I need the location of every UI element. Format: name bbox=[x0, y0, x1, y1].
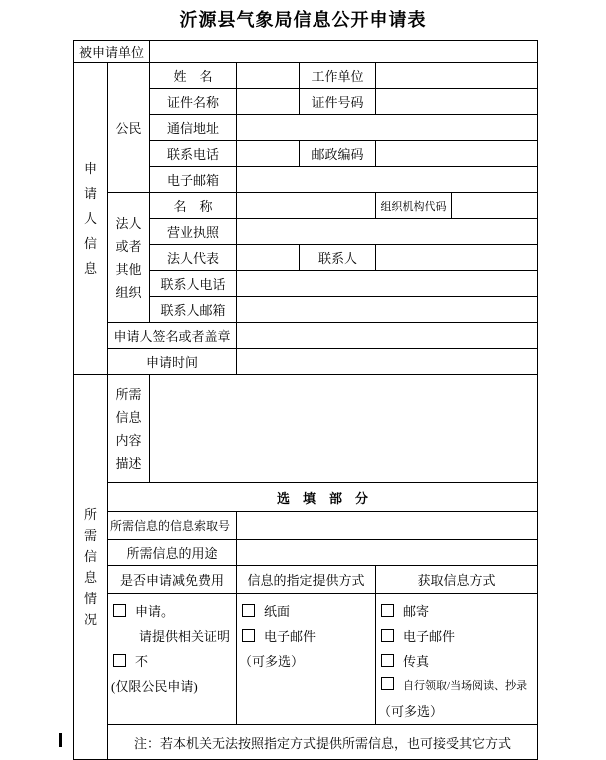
delivery-method-header: 信息的指定提供方式 bbox=[237, 566, 376, 594]
option-paper bbox=[242, 599, 373, 624]
table-row bbox=[74, 193, 538, 219]
description-input[interactable] bbox=[150, 375, 538, 483]
fee-waiver-header: 是否申请减免费用 bbox=[108, 566, 237, 594]
license-label: 营业执照 bbox=[150, 219, 237, 245]
option-label: 自行领取/当场阅读、抄录 bbox=[403, 680, 528, 692]
table-row bbox=[74, 349, 538, 375]
index-number-input[interactable] bbox=[237, 512, 538, 540]
option-label: 不 bbox=[135, 654, 149, 669]
option-apply-note: 请提供相关证明 bbox=[139, 629, 231, 644]
name-input[interactable] bbox=[237, 63, 300, 89]
checkbox-icon[interactable] bbox=[113, 604, 126, 617]
option-label: 纸面 bbox=[264, 604, 291, 619]
requested-unit-input[interactable] bbox=[150, 41, 538, 63]
citizen-group-text: 公民 bbox=[115, 121, 142, 136]
info-section-label bbox=[74, 375, 108, 760]
apply-date-label: 申请时间 bbox=[108, 349, 237, 375]
address-label: 通信地址 bbox=[150, 115, 237, 141]
org-name-label: 名 称 bbox=[150, 193, 237, 219]
fee-waiver-restriction-note: (仅限公民申请) bbox=[111, 679, 198, 694]
requested-unit-label: 被申请单位 bbox=[74, 41, 150, 63]
description-label-text: 所需信息内容描述 bbox=[115, 386, 142, 471]
option-label: 传真 bbox=[403, 654, 430, 669]
option-label: 电子邮件 bbox=[264, 629, 317, 644]
legal-rep-label: 法人代表 bbox=[150, 245, 237, 271]
option-self-pickup bbox=[381, 674, 535, 699]
postcode-label: 邮政编码 bbox=[300, 141, 376, 167]
email-label: 电子邮箱 bbox=[150, 167, 237, 193]
table-row bbox=[74, 63, 538, 89]
table-row bbox=[74, 512, 538, 540]
contact-phone-label: 联系人电话 bbox=[150, 271, 237, 297]
license-input[interactable] bbox=[237, 219, 538, 245]
description-label bbox=[108, 375, 150, 483]
fee-waiver-options bbox=[108, 594, 237, 725]
obtain-multi-select-note: （可多选） bbox=[378, 704, 444, 719]
optional-part-header: 选 填 部 分 bbox=[108, 483, 538, 512]
organization-group-label bbox=[108, 193, 150, 323]
checkbox-icon[interactable] bbox=[381, 629, 394, 642]
table-row bbox=[74, 375, 538, 483]
table-row bbox=[74, 323, 538, 349]
checkbox-icon[interactable] bbox=[381, 677, 394, 690]
postcode-input[interactable] bbox=[376, 141, 538, 167]
obtain-method-options bbox=[376, 594, 538, 725]
phone-input[interactable] bbox=[237, 141, 300, 167]
info-section-vertical-text: 所需信息情况 bbox=[83, 507, 97, 627]
cert-number-label: 证件号码 bbox=[300, 89, 376, 115]
footer-note: 注：若本机关无法按照指定方式提供所需信息，也可接受其它方式 bbox=[108, 725, 538, 760]
contact-email-label: 联系人邮箱 bbox=[150, 297, 237, 323]
table-row bbox=[74, 483, 538, 512]
table-row bbox=[74, 594, 538, 725]
cert-name-label: 证件名称 bbox=[150, 89, 237, 115]
option-fax bbox=[381, 649, 535, 674]
delivery-method-options bbox=[237, 594, 376, 725]
checkbox-icon[interactable] bbox=[242, 604, 255, 617]
org-code-input[interactable] bbox=[452, 193, 538, 219]
delivery-multi-select-note: （可多选） bbox=[239, 654, 305, 669]
legal-rep-input[interactable] bbox=[237, 245, 300, 271]
apply-date-input[interactable] bbox=[237, 349, 538, 375]
work-unit-input[interactable] bbox=[376, 63, 538, 89]
contact-input[interactable] bbox=[376, 245, 538, 271]
table-row bbox=[74, 540, 538, 566]
organization-group-text: 法人或者其他组织 bbox=[115, 215, 142, 300]
name-label: 姓 名 bbox=[150, 63, 237, 89]
cert-number-input[interactable] bbox=[376, 89, 538, 115]
text-cursor bbox=[59, 733, 62, 747]
option-apply bbox=[113, 599, 234, 624]
contact-label: 联系人 bbox=[300, 245, 376, 271]
contact-email-input[interactable] bbox=[237, 297, 538, 323]
option-email-obtain bbox=[381, 624, 535, 649]
checkbox-icon[interactable] bbox=[242, 629, 255, 642]
signature-label: 申请人签名或者盖章 bbox=[108, 323, 237, 349]
work-unit-label: 工作单位 bbox=[300, 63, 376, 89]
option-label: 申请。 bbox=[135, 604, 175, 619]
org-name-input[interactable] bbox=[237, 193, 376, 219]
address-input[interactable] bbox=[237, 115, 538, 141]
purpose-label: 所需信息的用途 bbox=[108, 540, 237, 566]
table-row bbox=[74, 566, 538, 594]
applicant-section-vertical-text: 申请人信息 bbox=[83, 161, 97, 276]
purpose-input[interactable] bbox=[237, 540, 538, 566]
obtain-method-header: 获取信息方式 bbox=[376, 566, 538, 594]
checkbox-icon[interactable] bbox=[381, 654, 394, 667]
application-form-table bbox=[73, 40, 538, 760]
option-no bbox=[113, 649, 234, 674]
contact-phone-input[interactable] bbox=[237, 271, 538, 297]
checkbox-icon[interactable] bbox=[113, 654, 126, 667]
email-input[interactable] bbox=[237, 167, 538, 193]
signature-input[interactable] bbox=[237, 323, 538, 349]
option-label: 邮寄 bbox=[403, 604, 430, 619]
option-label: 电子邮件 bbox=[403, 629, 456, 644]
page-title: 沂源县气象局信息公开申请表 bbox=[179, 10, 427, 30]
index-number-label: 所需信息的信息索取号 bbox=[108, 512, 237, 540]
checkbox-icon[interactable] bbox=[381, 604, 394, 617]
table-row bbox=[74, 725, 538, 760]
option-mail bbox=[381, 599, 535, 624]
org-code-label: 组织机构代码 bbox=[376, 193, 452, 219]
citizen-group-label bbox=[108, 63, 150, 193]
table-row bbox=[74, 41, 538, 63]
applicant-section-label bbox=[74, 63, 108, 375]
cert-name-input[interactable] bbox=[237, 89, 300, 115]
phone-label: 联系电话 bbox=[150, 141, 237, 167]
option-email-delivery bbox=[242, 624, 373, 649]
